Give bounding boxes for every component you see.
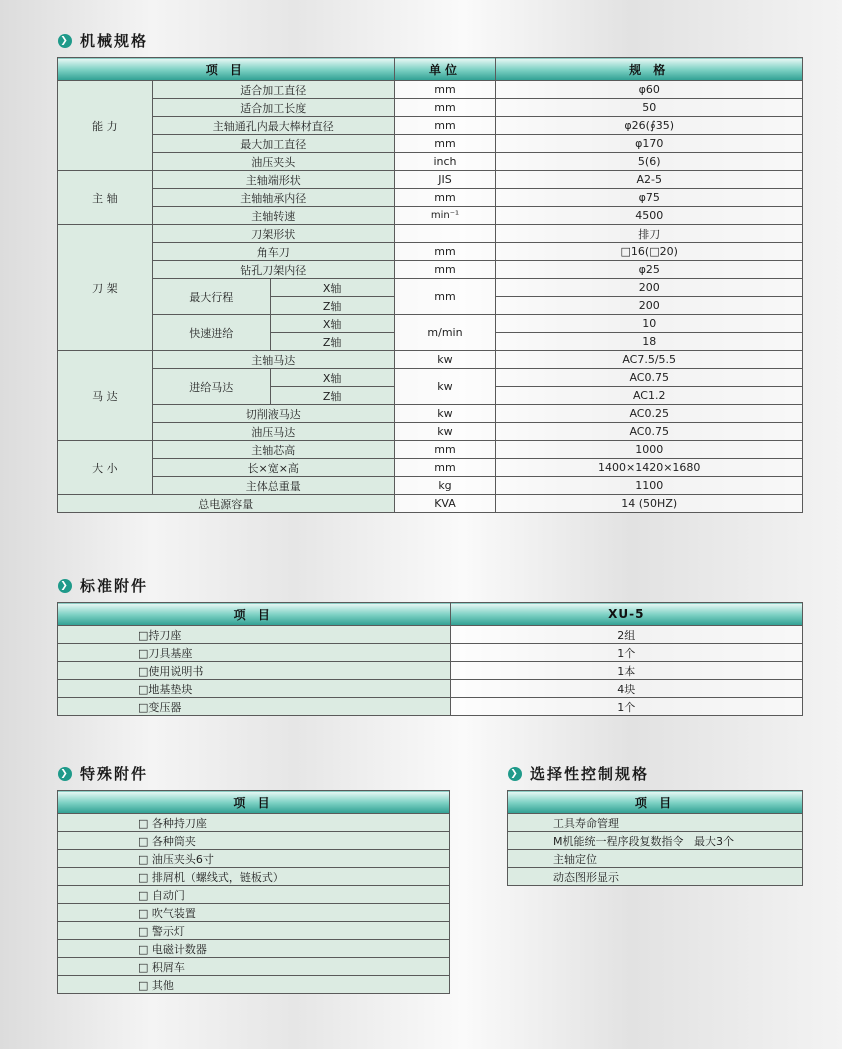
list-item: 主轴定位 bbox=[508, 850, 803, 868]
group-label: 能 力 bbox=[58, 81, 153, 171]
value-cell: AC0.25 bbox=[496, 405, 803, 423]
list-item: □ 各种持刀座 bbox=[58, 814, 450, 832]
special-accessory-table bbox=[57, 790, 450, 994]
table-row bbox=[58, 135, 803, 153]
value-cell: φ25 bbox=[496, 261, 803, 279]
unit-cell: mm bbox=[394, 261, 496, 279]
header-item: 项 目 bbox=[58, 603, 451, 626]
unit-cell: kw bbox=[394, 423, 496, 441]
header-model: XU-5 bbox=[450, 603, 802, 626]
group-label: 主 轴 bbox=[58, 171, 153, 225]
unit-cell: kg bbox=[394, 477, 496, 495]
arrow-bullet-icon: ❯ bbox=[58, 34, 72, 48]
table-row bbox=[58, 495, 803, 513]
axis-cell: Z轴 bbox=[270, 333, 394, 351]
list-item: □ 警示灯 bbox=[58, 922, 450, 940]
table-row bbox=[58, 976, 450, 994]
table-row bbox=[58, 243, 803, 261]
arrow-bullet-icon: ❯ bbox=[508, 767, 522, 781]
list-item: □ 自动门 bbox=[58, 886, 450, 904]
unit-cell: m/min bbox=[394, 315, 496, 351]
section-title-special-text: 特殊附件 bbox=[80, 765, 149, 783]
table-row bbox=[508, 868, 803, 886]
table-row bbox=[58, 189, 803, 207]
list-item: □ 电磁计数器 bbox=[58, 940, 450, 958]
item-cell: 适合加工长度 bbox=[152, 99, 394, 117]
item-cell: 适合加工直径 bbox=[152, 81, 394, 99]
unit-cell bbox=[394, 225, 496, 243]
item-cell: 主体总重量 bbox=[152, 477, 394, 495]
axis-cell: X轴 bbox=[270, 279, 394, 297]
item-cell: 切削液马达 bbox=[152, 405, 394, 423]
item-cell: 油压夹头 bbox=[152, 153, 394, 171]
unit-cell: mm bbox=[394, 279, 496, 315]
table-row bbox=[58, 351, 803, 369]
value-cell: 14 (50HZ) bbox=[496, 495, 803, 513]
list-item: □ 其他 bbox=[58, 976, 450, 994]
item-cell: 主轴通孔内最大棒材直径 bbox=[152, 117, 394, 135]
unit-cell: inch bbox=[394, 153, 496, 171]
unit-cell: mm bbox=[394, 441, 496, 459]
item-cell: □使用说明书 bbox=[58, 662, 451, 680]
value-cell: 4块 bbox=[450, 680, 802, 698]
unit-cell: mm bbox=[394, 243, 496, 261]
table-row bbox=[58, 99, 803, 117]
unit-cell: min⁻¹ bbox=[394, 207, 496, 225]
item-cell: □持刀座 bbox=[58, 626, 451, 644]
group-label: 刀 架 bbox=[58, 225, 153, 351]
value-cell: 200 bbox=[496, 297, 803, 315]
value-cell: AC7.5/5.5 bbox=[496, 351, 803, 369]
value-cell: φ75 bbox=[496, 189, 803, 207]
table-row bbox=[58, 153, 803, 171]
item-cell: 主轴马达 bbox=[152, 351, 394, 369]
value-cell: 排刀 bbox=[496, 225, 803, 243]
section-title-std-text: 标准附件 bbox=[80, 577, 149, 595]
table-row bbox=[508, 850, 803, 868]
item-cell: 主轴轴承内径 bbox=[152, 189, 394, 207]
table-row bbox=[58, 315, 803, 333]
item-cell: 总电源容量 bbox=[58, 495, 395, 513]
table-row bbox=[58, 423, 803, 441]
table-row bbox=[58, 369, 803, 387]
value-cell: 2组 bbox=[450, 626, 802, 644]
table-row bbox=[58, 680, 803, 698]
item-cell: □地基垫块 bbox=[58, 680, 451, 698]
arrow-bullet-icon: ❯ bbox=[58, 767, 72, 781]
unit-cell: kw bbox=[394, 369, 496, 405]
axis-cell: X轴 bbox=[270, 369, 394, 387]
value-cell: 10 bbox=[496, 315, 803, 333]
value-cell: 5(6) bbox=[496, 153, 803, 171]
value-cell: 50 bbox=[496, 99, 803, 117]
header-unit: 单位 bbox=[394, 58, 496, 81]
list-item: 动态图形显示 bbox=[508, 868, 803, 886]
value-cell: φ60 bbox=[496, 81, 803, 99]
table-row bbox=[58, 441, 803, 459]
table-header-row bbox=[58, 791, 450, 814]
section-title-special bbox=[58, 763, 148, 784]
table-row bbox=[508, 814, 803, 832]
value-cell: 1100 bbox=[496, 477, 803, 495]
unit-cell: kw bbox=[394, 405, 496, 423]
std-accessory-table bbox=[57, 602, 803, 716]
table-row bbox=[58, 850, 450, 868]
section-title-spec-text: 机械规格 bbox=[80, 32, 149, 50]
table-row bbox=[58, 886, 450, 904]
section-title-spec bbox=[58, 30, 148, 51]
table-row bbox=[58, 117, 803, 135]
spec-table bbox=[57, 57, 803, 513]
axis-cell: Z轴 bbox=[270, 297, 394, 315]
list-item: □ 油压夹头6寸 bbox=[58, 850, 450, 868]
table-row bbox=[58, 626, 803, 644]
table-row bbox=[58, 644, 803, 662]
value-cell: 1个 bbox=[450, 698, 802, 716]
table-row bbox=[58, 940, 450, 958]
table-row bbox=[58, 814, 450, 832]
table-row bbox=[58, 261, 803, 279]
table-row bbox=[58, 171, 803, 189]
table-header-row bbox=[58, 58, 803, 81]
unit-cell: KVA bbox=[394, 495, 496, 513]
header-spec: 规 格 bbox=[496, 58, 803, 81]
item-cell: 主轴端形状 bbox=[152, 171, 394, 189]
header-item: 项 目 bbox=[508, 791, 803, 814]
value-cell: A2-5 bbox=[496, 171, 803, 189]
arrow-bullet-icon: ❯ bbox=[58, 579, 72, 593]
header-item: 项 目 bbox=[58, 791, 450, 814]
item-cell: 快速进给 bbox=[152, 315, 270, 351]
unit-cell: mm bbox=[394, 189, 496, 207]
item-cell: 最大行程 bbox=[152, 279, 270, 315]
value-cell: 4500 bbox=[496, 207, 803, 225]
table-row bbox=[58, 405, 803, 423]
list-item: M机能统一程序段复数指令 最大3个 bbox=[508, 832, 803, 850]
value-cell: 1本 bbox=[450, 662, 802, 680]
group-label: 马 达 bbox=[58, 351, 153, 441]
unit-cell: mm bbox=[394, 459, 496, 477]
section-title-std bbox=[58, 575, 148, 596]
item-cell: 角车刀 bbox=[152, 243, 394, 261]
axis-cell: Z轴 bbox=[270, 387, 394, 405]
unit-cell: mm bbox=[394, 81, 496, 99]
unit-cell: mm bbox=[394, 117, 496, 135]
item-cell: 钻孔刀架内径 bbox=[152, 261, 394, 279]
value-cell: φ170 bbox=[496, 135, 803, 153]
table-row bbox=[508, 832, 803, 850]
table-header-row bbox=[508, 791, 803, 814]
value-cell: 18 bbox=[496, 333, 803, 351]
table-row bbox=[58, 698, 803, 716]
item-cell: 主轴芯高 bbox=[152, 441, 394, 459]
table-row bbox=[58, 279, 803, 297]
item-cell: 刀架形状 bbox=[152, 225, 394, 243]
list-item: □ 排屑机（螺线式，链板式） bbox=[58, 868, 450, 886]
list-item: □ 吹气装置 bbox=[58, 904, 450, 922]
group-label: 大 小 bbox=[58, 441, 153, 495]
unit-cell: JIS bbox=[394, 171, 496, 189]
unit-cell: mm bbox=[394, 99, 496, 117]
table-row bbox=[58, 477, 803, 495]
item-cell: 主轴转速 bbox=[152, 207, 394, 225]
value-cell: AC0.75 bbox=[496, 423, 803, 441]
list-item: 工具寿命管理 bbox=[508, 814, 803, 832]
table-row bbox=[58, 81, 803, 99]
option-control-table bbox=[507, 790, 803, 886]
table-row bbox=[58, 207, 803, 225]
unit-cell: kw bbox=[394, 351, 496, 369]
table-row bbox=[58, 662, 803, 680]
table-row bbox=[58, 832, 450, 850]
item-cell: □刀具基座 bbox=[58, 644, 451, 662]
item-cell: □变压器 bbox=[58, 698, 451, 716]
item-cell: 进给马达 bbox=[152, 369, 270, 405]
section-title-option-text: 选择性控制规格 bbox=[530, 765, 650, 783]
list-item: □ 积屑车 bbox=[58, 958, 450, 976]
table-row bbox=[58, 868, 450, 886]
value-cell: AC1.2 bbox=[496, 387, 803, 405]
axis-cell: X轴 bbox=[270, 315, 394, 333]
item-cell: 最大加工直径 bbox=[152, 135, 394, 153]
value-cell: AC0.75 bbox=[496, 369, 803, 387]
value-cell: □16(□20) bbox=[496, 243, 803, 261]
value-cell: 200 bbox=[496, 279, 803, 297]
section-title-option bbox=[508, 763, 649, 784]
table-row bbox=[58, 958, 450, 976]
list-item: □ 各种筒夹 bbox=[58, 832, 450, 850]
table-row bbox=[58, 225, 803, 243]
table-row bbox=[58, 904, 450, 922]
table-row bbox=[58, 922, 450, 940]
value-cell: 1000 bbox=[496, 441, 803, 459]
value-cell: 1个 bbox=[450, 644, 802, 662]
header-item: 项 目 bbox=[58, 58, 395, 81]
value-cell: 1400×1420×1680 bbox=[496, 459, 803, 477]
table-header-row bbox=[58, 603, 803, 626]
unit-cell: mm bbox=[394, 135, 496, 153]
table-row bbox=[58, 459, 803, 477]
item-cell: 长×宽×高 bbox=[152, 459, 394, 477]
value-cell: φ26(∮35) bbox=[496, 117, 803, 135]
item-cell: 油压马达 bbox=[152, 423, 394, 441]
